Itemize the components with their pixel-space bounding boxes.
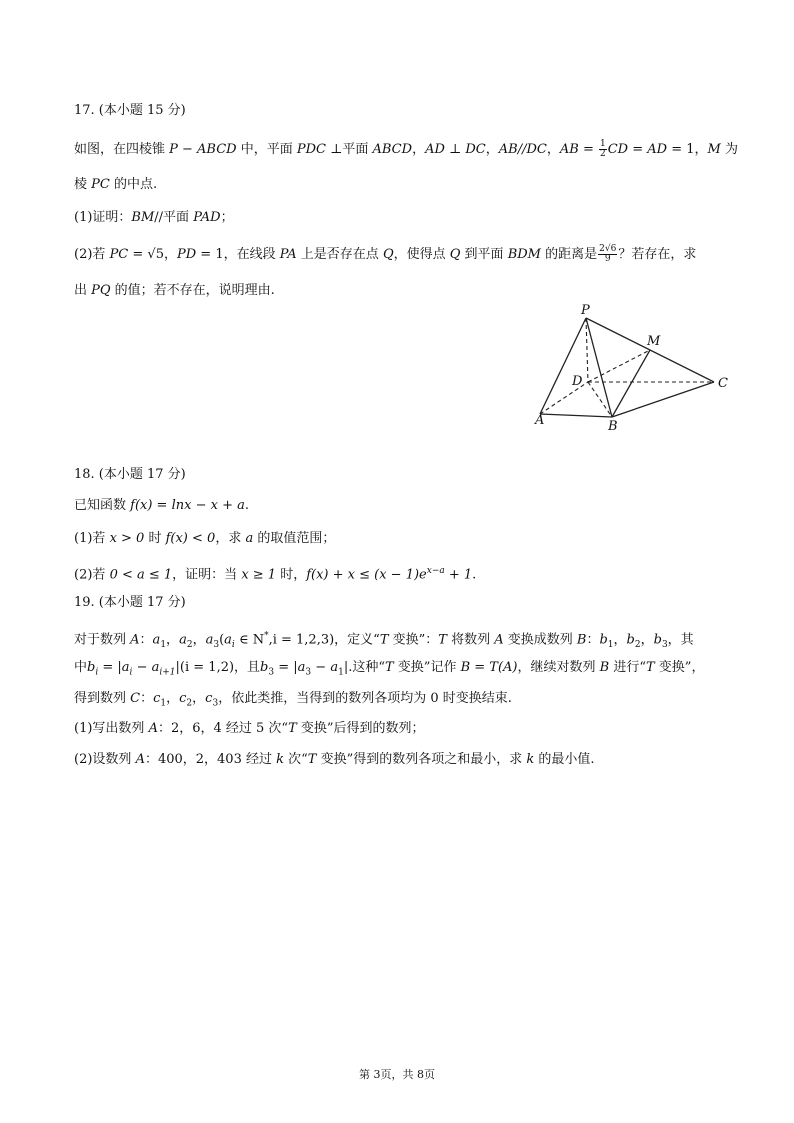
q19-math: B: [599, 660, 610, 675]
q18-math: 0 < a ≤ 1: [109, 567, 173, 583]
q18-text: 的取值范围；: [253, 531, 336, 546]
q19-math: a: [152, 632, 161, 648]
q19-text: (2)设数列: [74, 752, 136, 767]
q19-text: 将数列: [446, 632, 495, 648]
q19-math: a: [121, 660, 130, 675]
q19-text: ，依此类推，当得到的数列各项均为 0 时变换结束.: [218, 691, 512, 706]
q19-subscript: 2: [634, 639, 641, 650]
q17-math: Q: [449, 247, 461, 262]
q19-math: A: [494, 632, 504, 648]
q17-math: BM: [131, 210, 155, 225]
q19-superscript: *: [264, 631, 269, 641]
q17-text: //平面: [154, 210, 194, 225]
q19-text: ∈ N: [234, 632, 265, 648]
q19-text: 变换成数列: [503, 632, 577, 648]
q17-text: = √5，: [128, 247, 177, 262]
q19-math: T: [438, 632, 447, 648]
q19-text: ：: [139, 632, 153, 648]
q18-math: x ≥ 1: [241, 567, 277, 583]
q17-math: PC: [91, 177, 110, 192]
q19-subscript: i: [231, 639, 235, 650]
q18-stem: [74, 497, 249, 515]
edge-bc: [612, 382, 714, 417]
edge-pa: [540, 318, 586, 414]
q19-text: = |: [98, 660, 122, 675]
q19-math: k: [276, 752, 285, 767]
q17-text: 的距离是: [540, 247, 598, 262]
label-a: A: [535, 413, 545, 428]
q19-subscript: 1: [338, 667, 344, 678]
q19-text: 变换”，: [654, 660, 705, 675]
q17-text: ，使得点: [393, 247, 450, 262]
edge-pb: [586, 318, 612, 417]
q19-text: 变换”得到的数列各项之和最小，求: [316, 752, 527, 767]
q19-text: 的最小值.: [534, 752, 595, 767]
q17-math: P − ABCD: [169, 142, 237, 157]
q17-text: ，: [485, 142, 499, 157]
q19-math: C: [130, 691, 141, 706]
q17-math: PQ: [91, 283, 111, 298]
q17-stem-line2: [74, 176, 157, 194]
q19-math: k: [526, 752, 535, 767]
q17-text: 到平面: [460, 247, 508, 262]
page-footer: 第 3页，共 8页: [359, 1068, 435, 1081]
q19-text: ，: [166, 691, 180, 706]
q19-text: 对于数列: [74, 632, 131, 648]
q18-text: (1)若: [74, 531, 110, 546]
q19-text: (1)写出数列: [74, 721, 149, 736]
q19-text: −: [311, 660, 331, 675]
q19-subscript: i: [95, 667, 99, 678]
q19-math: a: [151, 660, 160, 675]
q19-math: a: [330, 660, 339, 675]
q17-math: ABCD: [372, 142, 413, 157]
q17-text: (1)证明：: [74, 210, 132, 225]
q17-text: = 1，: [667, 142, 708, 157]
q18-text: 已知函数: [74, 498, 131, 513]
q17-math: PAD: [193, 210, 221, 225]
q17-math: PDC: [296, 142, 326, 157]
q18-text: (2)若: [74, 567, 110, 583]
q19-text: 中: [74, 660, 88, 675]
q19-math: b: [653, 632, 662, 648]
q18-text: .: [472, 567, 477, 583]
q19-text: 变换”记作: [393, 660, 461, 675]
segment-bm: [612, 350, 650, 417]
q19-text: ：400，2，403 经过: [144, 752, 277, 767]
q19-subscript: 3: [212, 698, 219, 709]
q17-math: AB: [559, 142, 579, 157]
q19-subscript: 2: [186, 639, 193, 650]
q19-text: 得到数列: [74, 691, 131, 706]
q19-text: = |: [274, 660, 298, 675]
q19-text: |(i = 1,2)，且: [175, 660, 261, 675]
q19-text: ：2，6，4 经过 5 次“: [157, 721, 289, 736]
q17-math: PD: [176, 247, 197, 262]
q19-math: A: [130, 632, 140, 648]
q19-math: T: [379, 632, 389, 648]
q19-text: ，: [192, 632, 206, 648]
q17-math: Q: [382, 247, 394, 262]
q17-text: 上是否存在点: [296, 247, 383, 262]
q17-text: 棱: [74, 177, 92, 192]
q19-text: ，: [192, 691, 206, 706]
q18-text: ，求: [215, 531, 246, 546]
q19-subscript: 1: [160, 639, 167, 650]
fraction-denominator: 9: [604, 254, 611, 264]
q17-text: ⊥平面: [326, 142, 373, 157]
q19-header: 19. (本小题 17 分): [74, 595, 186, 610]
q19-text: ，其: [667, 632, 694, 648]
fraction-numerator: 2√6: [599, 244, 617, 254]
q18-math: f(x) = lnx − x + a: [130, 498, 245, 513]
q18-exponent: x−a: [426, 566, 445, 576]
q19-math: T: [288, 721, 297, 736]
q17-text: ？若存在，求: [618, 247, 697, 262]
label-b: B: [608, 419, 618, 432]
q18-math: + 1: [444, 567, 473, 583]
q19-math: a: [297, 660, 306, 675]
q17-stem-line1: [74, 140, 738, 159]
q19-text: 变换”：: [388, 632, 439, 648]
q19-math: A: [135, 752, 145, 767]
q17-text: ，: [546, 142, 560, 157]
q19-text: ，: [166, 632, 180, 648]
q18-text: .: [244, 498, 249, 513]
q17-text: 的中点.: [109, 177, 158, 192]
q18-math: f(x) < 0: [165, 531, 216, 546]
q18-math: f(x) + x ≤ (x − 1)e: [306, 567, 427, 583]
q17-text: = 1，在线段: [196, 247, 280, 262]
q19-subscript: i+1: [159, 667, 176, 678]
q19-text: 次“: [284, 752, 308, 767]
q19-part1: [74, 720, 425, 738]
q19-math: T: [307, 752, 317, 767]
fraction-distance: [598, 245, 617, 264]
q17-math: AB//DC: [498, 142, 547, 157]
q19-part2: [74, 751, 595, 769]
q18-math: x > 0: [109, 531, 145, 546]
q19-math: a: [224, 632, 232, 648]
q19-text: ：: [586, 632, 600, 648]
edge-pd: [586, 318, 588, 382]
q19-text: (: [219, 632, 225, 648]
q19-math: b: [260, 660, 269, 675]
q17-math: CD = AD: [607, 142, 668, 157]
label-d: D: [572, 374, 583, 389]
q18-part2: [74, 562, 476, 584]
q19-text: ,i = 1,2,3)，定义“: [268, 632, 380, 648]
q17-math: PA: [279, 247, 297, 262]
q17-text: (2)若: [74, 247, 110, 262]
label-p: P: [581, 303, 590, 318]
q19-math: T: [385, 660, 394, 675]
q17-math: M: [707, 142, 721, 157]
q19-subscript: 3: [213, 639, 220, 650]
q19-stem-line2: [74, 659, 704, 682]
q19-text: ，: [640, 632, 654, 648]
q19-math: B: [576, 632, 587, 648]
q19-text: ：: [140, 691, 154, 706]
q19-subscript: 2: [186, 698, 193, 709]
q17-text: 的值；若不存在，说明理由.: [110, 283, 275, 298]
q17-text: 为: [720, 142, 738, 157]
q19-math: a: [205, 632, 214, 648]
q19-text: 变换”后得到的数列；: [296, 721, 425, 736]
q17-math: AD ⊥ DC: [425, 142, 486, 157]
q17-header: 17. (本小题 15 分): [74, 103, 186, 118]
q17-math: PC: [109, 247, 129, 262]
q19-text: −: [132, 660, 152, 675]
q18-part1: [74, 530, 335, 548]
q18-header: 18. (本小题 17 分): [74, 467, 186, 482]
q19-math: b: [626, 632, 635, 648]
q19-math: A: [148, 721, 158, 736]
q19-text: ，继续对数列: [517, 660, 600, 675]
q18-text: 时，: [276, 567, 307, 583]
q19-subscript: 1: [160, 698, 167, 709]
q17-part2-line2: [74, 282, 275, 300]
q19-math: c: [179, 691, 187, 706]
q17-text: 出: [74, 283, 92, 298]
label-m: M: [647, 334, 661, 349]
q17-text: =: [578, 142, 598, 157]
q17-part2-line1: [74, 245, 696, 264]
fraction-denominator: 2: [599, 149, 606, 159]
q19-math: B = T(A): [460, 660, 518, 675]
q19-subscript: 3: [268, 667, 275, 678]
pyramid-figure: [526, 300, 736, 432]
fraction-one-half: [599, 140, 607, 159]
q19-subscript: i: [129, 667, 133, 678]
q19-math: c: [205, 691, 213, 706]
q19-math: b: [87, 660, 96, 675]
q19-text: |.这种“: [343, 660, 385, 675]
q19-math: a: [179, 632, 187, 648]
q19-stem-line1: [74, 627, 694, 654]
q17-part1: [74, 209, 234, 227]
q18-text: ，证明：当: [172, 567, 242, 583]
q19-subscript: 3: [305, 667, 312, 678]
q18-text: 时: [144, 531, 166, 546]
q17-text: ；: [220, 210, 234, 225]
label-c: C: [718, 376, 728, 391]
segment-db: [588, 382, 612, 417]
q19-text: ，: [613, 632, 627, 648]
q17-text: 如图，在四棱锥: [74, 142, 170, 157]
q17-text: 中，平面: [236, 142, 297, 157]
q17-math: BDM: [507, 247, 541, 262]
q17-text: ，: [412, 142, 426, 157]
q19-math: c: [153, 691, 161, 706]
q19-math: b: [599, 632, 608, 648]
fraction-numerator: 1: [599, 139, 606, 149]
q19-subscript: 1: [607, 639, 614, 650]
q19-text: 进行“: [609, 660, 646, 675]
q19-subscript: 3: [661, 639, 668, 650]
q19-stem-line3: [74, 690, 512, 713]
q18-math: a: [245, 531, 254, 546]
q19-math: T: [646, 660, 655, 675]
edge-ab: [540, 414, 612, 417]
